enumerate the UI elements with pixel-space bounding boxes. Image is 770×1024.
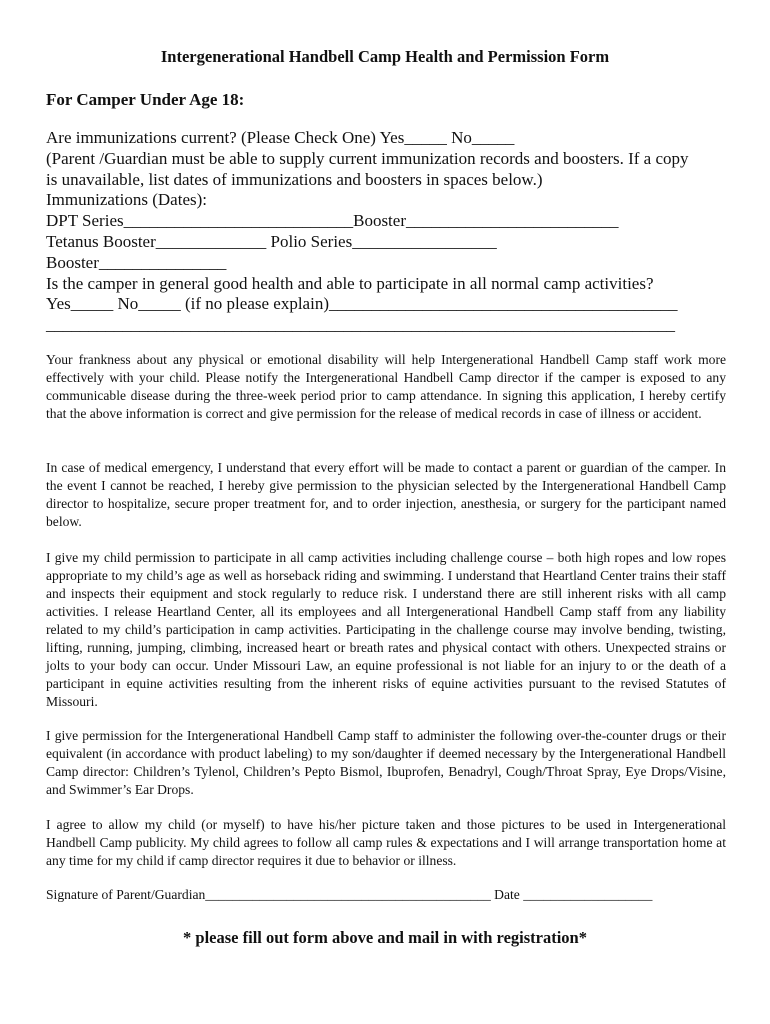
form-title: Intergenerational Handbell Camp Health and Permission Form bbox=[160, 47, 610, 66]
immunization-question: Are immunizations current? (Please Check One) Yes_____ No_____ bbox=[46, 128, 515, 147]
camper-age-subheading: For Camper Under Age 18: bbox=[46, 90, 245, 109]
immunization-note-line-2: is unavailable, list dates of immunizations and boosters in spaces below.) bbox=[46, 169, 543, 189]
immunization-dates-label: Immunizations (Dates): bbox=[46, 190, 207, 210]
disability-disclosure-paragraph: Your frankness about any physical or emotional disability will help Intergenerational Handbell Camp staff work more effectively with your child. Please notify the Intergenerational Handbell Camp director if the camper is exposed to any communicable disease during the three-week period prior to camp attendance. In signing this application, I hereby certify that the above information is correct and give permission for the release of medical records in case of illness or accident. bbox=[46, 352, 726, 421]
mail-in-instruction: * please fill out form above and mail in with registration* bbox=[183, 928, 587, 947]
explanation-blank-line: __________________________________________________________________________ bbox=[46, 315, 675, 335]
general-health-answer: Yes_____ No_____ (if no please explain)_________________________________________ bbox=[46, 294, 678, 314]
immunization-note-line-1: (Parent /Guardian must be able to supply current immunization records and boosters. If a copy bbox=[46, 148, 689, 168]
medical-emergency-paragraph: In case of medical emergency, I understand that every effort will be made to contact a parent or guardian of the camper. In the event I cannot be reached, I hereby give permission to the physician selected by the Intergenerational Handbell Camp director to hospitalize, secure proper treatment for, and to order injection, anesthesia, or surgery for the participant named below. bbox=[46, 460, 726, 529]
photo-release-paragraph: I agree to allow my child (or myself) to have his/her picture taken and those pictures to be used in Intergenerational Handbell Camp publicity. My child agrees to follow all camp rules & expectations and I will arrange transportation home at any time for my child if camp director requires it due to behavior or illness. bbox=[46, 817, 726, 868]
general-health-question: Is the camper in general good health and able to participate in all normal camp activities? bbox=[46, 273, 654, 293]
dpt-booster-fields: DPT Series___________________________Booster_________________________ bbox=[46, 211, 619, 231]
tetanus-polio-fields: Tetanus Booster_____________ Polio Series_________________ bbox=[46, 231, 497, 251]
health-questions bbox=[46, 128, 736, 336]
signature-line: Signature of Parent/Guardian__________________________________________ Date ___________________ bbox=[46, 887, 653, 902]
medication-permission-paragraph: I give permission for the Intergenerational Handbell Camp staff to administer the following over-the-counter drugs or their equivalent (in accordance with product labeling) to my son/daughter if deemed necessary by the Intergenerational Handbell Camp director: Children’s Tylenol, Children’s Pepto Bismol, Ibuprofen, Benadryl, Cough/Throat Spray, Eye Drops/Visine, and Swimmer’s Ear Drops. bbox=[46, 728, 726, 797]
activity-permission-paragraph: I give my child permission to participate in all camp activities including challenge course – both high ropes and low ropes appropriate to my child’s age as well as horseback riding and swimming. I understand that Heartland Center trains their staff and inspects their equipment and stock regularly to reduce risk. I understand there are still inherent risks with all camp activities. I release Heartland Center, all its employees and all Intergenerational Handbell Camp staff from any liability related to my child’s participation in camp activities. Participating in the challenge course may involve bending, twisting, lifting, running, jumping, climbing, increased heart or breath rates and physical contact with others. Unexpected strains or jolts to your body can occur. Under Missouri Law, an equine professional is not liable for an injury to or the death of a participant in equine activities resulting from the inherent risks of equine activities pursuant to the revised Statutes of Missouri. bbox=[46, 550, 726, 709]
booster-field: Booster_______________ bbox=[46, 252, 227, 272]
